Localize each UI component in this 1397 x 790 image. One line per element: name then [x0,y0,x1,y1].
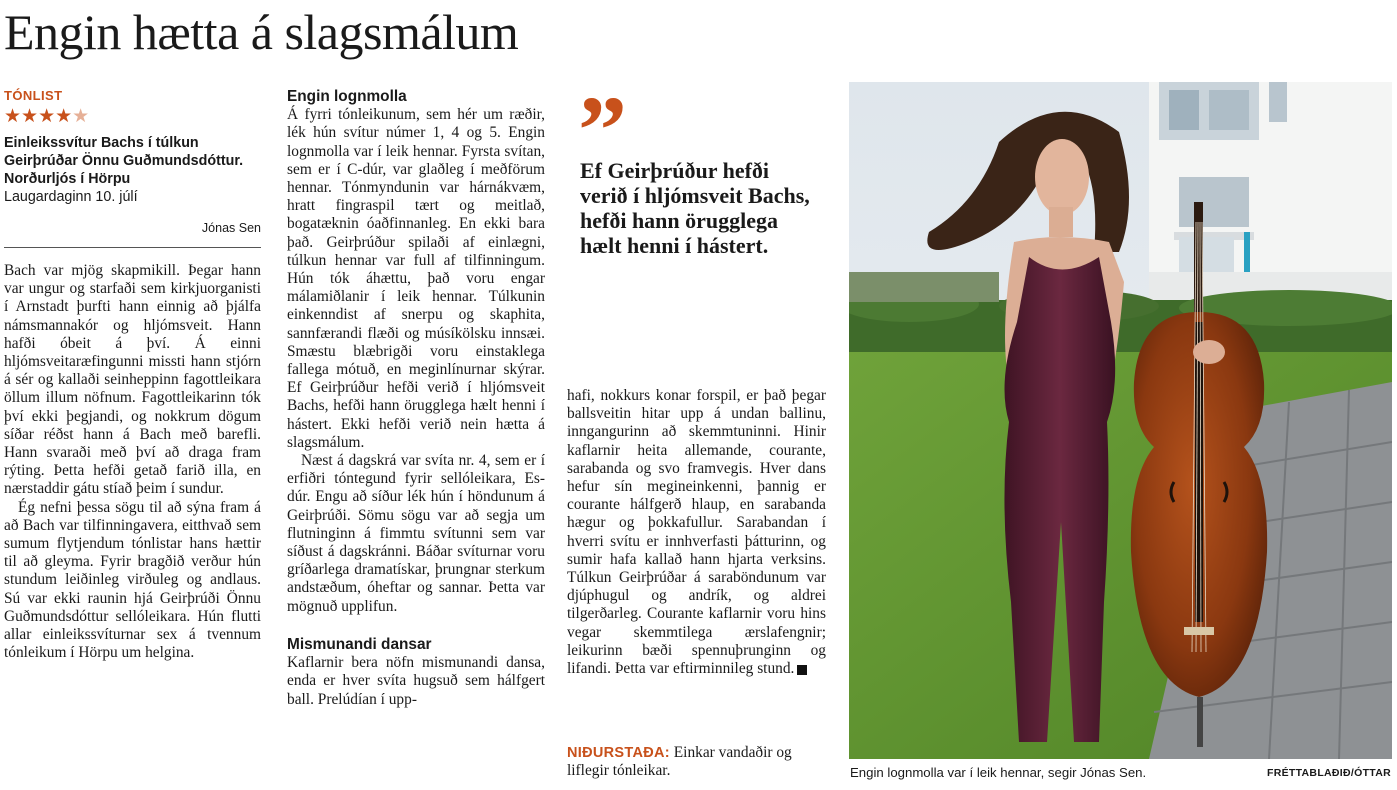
column-1 [4,88,261,662]
headline: Engin hætta á slagsmálum [4,4,519,60]
paragraph: Ég nefni þessa sögu til að sýna fram á að Bach var tilfinningavera, eitthvað sem sumum flytjendum tónlistar hans hættir til að gleyma. Fyrir bragðið verður hún stundum leiðinleg virðuleg og andlaus. Sú var ekki raunin hjá Geirþrúði Önnu Guðmundsdóttur sellóleikara. Hún flutti allar einleikssvíturnar sex á tvennum tónleikum í Hörpu um helgina. [4,498,261,662]
photo-caption: Engin lognmolla var í leik hennar, segir Jónas Sen. [850,765,1147,780]
star-rating [4,106,261,128]
section-label: TÓNLIST [4,88,63,103]
column-2 [287,88,545,709]
verdict-text: Einkar vandaðir og liflegir tónleikar. [567,744,792,780]
photo-credit: FRÉTTABLAÐIÐ/ÓTTAR [1267,767,1391,779]
star-full-icons: ★★★★ [4,106,73,127]
quote-mark-icon: ” [578,77,627,185]
column-3 [567,387,826,678]
pull-quote: Ef Geirþrúður hefði verið í hljómsveit Bachs, hefði hann örugglega hælt henni í hástert. [580,158,810,258]
verdict-label: NIÐURSTAÐA: [567,745,670,761]
paragraph: Bach var mjög skapmikill. Þegar hann var ungur og starfaði sem kirkjuorganisti í Arnstadt þurfti hann einnig að þjálfa námsmannakór og hljómsveit. Hann hafði óbeit á því. Á einni hljómsveitaræfingunni missti hann stjórn á sér og kallaði seinheppinn fagottleikara öllum illum nöfnum. Fagottleikarinn tók því ekki þegjandi, og nokkrum dögum síðar réðst hann á Bach með barefli. Hann svaraði með því að draga fram rýting. Þetta hefði getað farið illa, en nærstaddir gátu stíað þeim í sundur. [4,262,261,498]
photo-cellist [849,82,1392,759]
subheading: Mismunandi dansar [287,635,432,653]
review-title: Einleikssvítur Bachs í túlkun Geirþrúðar Önnu Guðmundsdóttur. Norðurljós í Hörpu [4,135,244,187]
photo-illustration [849,82,1392,759]
paragraph: Á fyrri tónleikunum, sem hér um ræðir, lék hún svítur númer 1, 4 og 5. Engin lognmolla var í leik hennar. Fyrsta svítan, sem er í C-dúr, var glaðleg í meðförum hennar. Tónmyndunin var hárnákvæm, hratt fingraspil tært og meitlað, bogatæknin óaðfinnanleg. En ekki bara það. Geirþrúður spilaði af einlægni, túlkun hennar var full af tilfinningum. Hún tók áhættu, það voru engar málamiðlanir í leik hennar. Túlkunin einkenndist af snerpu og skaphita, sannfærandi flæði og músíkölsku innsæi. Smæstu blæbrigði voru einstaklega fallega mótuð, en meginlínurnar skýrar. Ef Geirþrúður hefði verið í hljómsveit Bachs, hefði hann örugglega hælt henni í hástert. Ekki hefði verið nein hætta á slagsmálum. [287,106,545,451]
subheading: Engin lognmolla [287,88,407,105]
paragraph-text: hafi, nokkurs konar forspil, er það þegar ballsveitin hitar upp á undan ballinu, inngangurinn að skemmtuninni. Hinir kaflarnir heita allemande, courante, sarabanda og svo framvegis. Hver dans hefur sín megineinkenni, þannig er courante hálfgerð hlaup, en sarabanda hægur og þokkafullur. Sarabandan í hverri svítu er innhverfasti þátturinn, og sumir hafa kallað hann hjarta verksins. Túlkun Geirþrúðar á saraböndunum var djúphugul og andrík, og aldrei tilgerðarleg. Courante kaflarnir voru hins vegar skemmtilega ærslafengnir; leikurinn bæði spennuþrunginn og lifandi. Þetta var eftirminnileg stund. [567,387,826,678]
review-date: Laugardaginn 10. júlí [4,189,138,205]
star-half-icon: ★ [72,106,90,127]
paragraph [567,387,826,678]
end-mark-icon [797,665,807,675]
paragraph: Kaflarnir bera nöfn mismunandi dansa, enda er hver svíta hugsuð sem hálfgert ball. Prelúdían í upp- [287,654,545,708]
paragraph: Næst á dagskrá var svíta nr. 4, sem er í erfiðri tóntegund fyrir sellóleikara, Es-dúr. Engu að síður lék hún í höndunum á Geirþrúði. Sömu sögu var að segja um flutninginn á fimmtu svítunni sem var síðust á dagskránni. Báðar svíturnar voru gríðarlega dramatískar, þrungnar sterkum andstæðum, óheftar og sannar. Þetta var mögnuð upplifun. [287,452,545,615]
divider [4,247,261,248]
verdict [567,744,829,780]
byline: Jónas Sen [201,221,261,235]
